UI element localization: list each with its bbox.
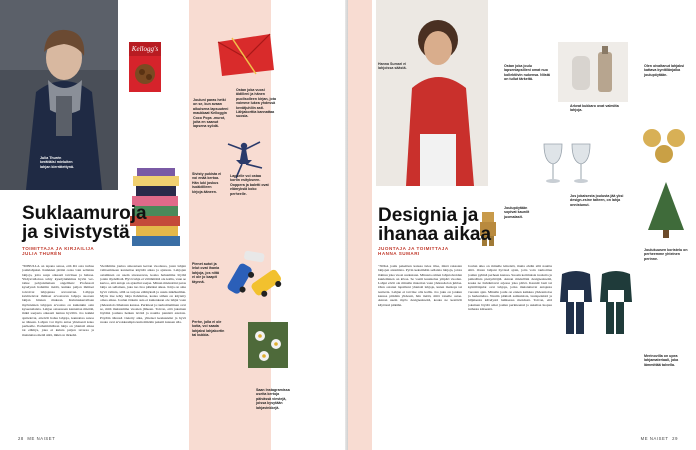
note-tree: Joulukuusen koristelu on perheemme yhteinen perinne.: [644, 248, 688, 261]
right-page: [348, 0, 696, 450]
byline-left: [22, 246, 142, 256]
note-cereal: Jouluni paras hetki on se, kun avaan aikuisena lapsuuteni maukkaat Kelloggin Coco Pops -murot, joita en saanut lapsena syödä.: [193, 98, 229, 129]
note-instagram: Saan Instagramissa useita kertoja päivässä viestejä, joissa kysytään lahjavinkkejä.: [256, 388, 290, 410]
design-objects-image: [558, 42, 628, 102]
note-toys: Pienet autot ja lelut ovat ihania lahjoja, jos niitä ei ole jo kaapit täynnä.: [192, 262, 220, 284]
note-books: Sivisty pukista ei voi enää kertoa. Hän luki joskus isoäidilleen kirjoja ääneen.: [192, 172, 222, 194]
byline-right-role: JUONTAJA JA TOIMITTAJA: [378, 246, 449, 251]
photo-caption-right: Hanna Sumari ei lahjoissa säästä.: [378, 62, 407, 71]
cereal-box-image: [121, 40, 169, 94]
byline-left-name: JULIA THURÉN: [22, 251, 62, 256]
headline-right-line1: Designia ja: [378, 205, 479, 226]
flowers-image: [248, 322, 288, 368]
note-ballet: Lapselle voi ostaa kortin esitykseen. Ooppera ja baletti ovat elämyksiä koko perheelle.: [230, 174, 269, 196]
note-flowers: Perhe, jolla ei ole kotia, voi saada lahjaksi lahjakortin tai kukkia.: [192, 320, 225, 338]
body-column-right: Joulun aika on minulle kiireistä, mutta ehdin silti nauttia siitä. Ostan lahjani hyvissä ajoin, jotta voin rauhoittua joulun pyhinä perheen kanssa. Suosin kotimaisia tuotteita ja paikallisia pienyrittäjiä. Annan mielelläni designesineitä, koska ne ilahduttavat arjessa joka päivä. Kauniit lasit tai kynttilänjalat ovat lahjoja, jotka muistuttavat antajasta vuosien ajan. Minulle joulu on ennen kaikkea yhdessäoloa ja herkuttelua. Nautin pitkistä aamiaisista, lautapeleistä ja hiljaisesta kävelystä lumisessa metsässä. Toivon, että jokainen löytää omat joulun perinteensä ja uskaltaa luopua turhasta kiireestä.: [468, 264, 552, 311]
magazine-name-right: ME NAISET: [640, 436, 669, 441]
pink-column-right: [348, 0, 372, 450]
note-envelope: Ostan joka vuosi äidilleni ja hänen puolisolleen kirjan, jota voimme lukea yhdessä kevätjuhliin asti. Lähjakorttia kannattaa suosia.: [236, 88, 276, 119]
toy-cars-image: [224, 250, 284, 306]
tree-image: [644, 180, 688, 240]
headline-left-line2: ja sivistystä: [22, 222, 130, 243]
intro-column-left: ”MINULLA on tapana sanoa, että älä osta turhaa joululahjaksi. Kaikkien pitäisi ostaa vain sellaisia lahjoja, joita saaja oikeasti tarvitsee ja haluaa. Yhdysvalloissa tehty kyselytutkimus hyvin vertailee pohjoismaisen ongelman: Professori kyselyssä haluttiin tietää, kuinka paljon ihmiset toivoivat lahjojensa arvostavan. Lähjoja kuvittelevat ihmiset arvostavan lahjoja suoraan lahjan hinnan mukaan. Kulutuskerrallaan myönteinen lahjojen arvostus on kuitenkin osin kyseenalaista. Lahjaa ostaessaan kannattaa miettiä, mikä saajasta oikeasti tuntuu hyvältä. Jos kaikki ajattelevat, etteivät halua lahjoja, kannattaa sanoa se ääneen. Lahjan voi myös antaa yhteisesti koko perheelle. Parhaimmillaan lahja on yhteistä aikaa tai elämys, joka ei kuluta paljon tavaraa ja muistuttaa meitä siitä, mikä on tärkeää.: [22, 264, 94, 337]
headline-right: [378, 206, 518, 244]
magazine-name-left: ME NAISET: [27, 436, 56, 441]
headline-left-line1: Suklaamuroja: [22, 203, 147, 224]
note-stool: Arkeat kukkaro ovat valmiita lahjoja.: [570, 104, 619, 113]
note-pajamas: Merinovilla on upea lahjamateriaali, joka lämmittää talvella.: [644, 354, 679, 367]
page-number-left: 28: [18, 436, 24, 441]
photo-caption-left: Julia Thurén kerättäisi mieluiten lahjan kierrätettynä.: [40, 156, 74, 169]
kelloggs-logo: Kellogg's: [131, 45, 159, 53]
folio-right: [641, 436, 678, 441]
page-number-right: 29: [672, 436, 678, 441]
candleholder-image: [638, 120, 690, 170]
headline-left: [22, 204, 190, 242]
glasses-image: [536, 140, 598, 186]
folio-left: [18, 436, 55, 441]
headline-right-line2: ihanaa aikaa: [378, 224, 492, 245]
body-column-left: Viettämme joulua ainoastaan kerran vuodessa, joten lahjan valitsemiseen kannattaa käyttää aikaa ja ajatusta. Lahjojen ostaminen on usein stressaavaa, koska haluamme löytää jotain täydellistä. Hyvä lahja ei välttämättä ole kallis, vaan se kertoo, että antaja on ajatellut saajaa. Minun mielestäni paras lahja on sellainen, joka tuo iloa pitkäksi aikaa. Kirja on aina hyvä valinta, sillä se tarjoaa elämyksiä ja uusia näkökulmia. Myös itse tehty lahja ilahduttaa, koska siihen on käytetty omaa aikaa. Joulun tärkein asia ei kuitenkaan ole lahjat vaan yhdessäolo läheisten kanssa. Perinteet ja rauhoittuminen ovat se, mitä muistamme vuosien jälkeen. Toivon, että jokainen löytäisi jouluna hetken levätä ja nauttia pienistä asioista. Pöydän ääressä vietetty aika, yhteiset keskustelut ja hyvä ruoka ovat arvokkaampia kuin mikään paketti kuusen alla.: [100, 264, 186, 324]
red-envelope-image: [212, 30, 278, 78]
intro-column-right: ”JOKA joulu pakettien kanssa tulee tilaa, minä rakastan lahjojen antamista. Pyrin keksimään sellaisia lahjoja, joista ilahtuu joka vuosi uudestaan. Minusta omien lahjatoiveiden kuuleminen on kivaa. Se vaatii kuuntelua ympäri vuoden. Lahjat eivät ole minulle materian vaan yhdessäolon juhlaa. Olen ostanut lapsilleni yhteisiä lahjoja, kuten matkoja tai teatteria. Lahjan ei tarvitse olla kallis. Jos joku on jonkun kanssa pitkään yhdessä, hän tietää, mitä toiselle ostaa. Annan usein myös designesineitä, koska ne kestävät käytössä pitkään.: [378, 264, 462, 307]
note-candle: Olen oivaltanut lahjaksi kattava kynttilänjalka joulupöytään.: [644, 64, 685, 77]
byline-right-name: HANNA SUMARI: [378, 251, 420, 256]
byline-left-role: TOIMITTAJA JA KIRJAILIJA: [22, 246, 95, 251]
note-glasses: Joulupöytään sopivat kauniit juomalasit.: [504, 206, 530, 219]
byline-right: [378, 246, 498, 256]
note-design: Jos jokaisesta joulusta jää yksi design-esine talteen, on lahja onnistunut.: [570, 194, 624, 207]
pajamas-image: [556, 268, 640, 338]
note-vase: Ostan joka joulu lapsenlapsilleni omat nuo kollektiivin nukensa. Niistä on tullut tärkeitä.: [504, 64, 550, 82]
portrait-photo-hanna: [376, 0, 488, 186]
